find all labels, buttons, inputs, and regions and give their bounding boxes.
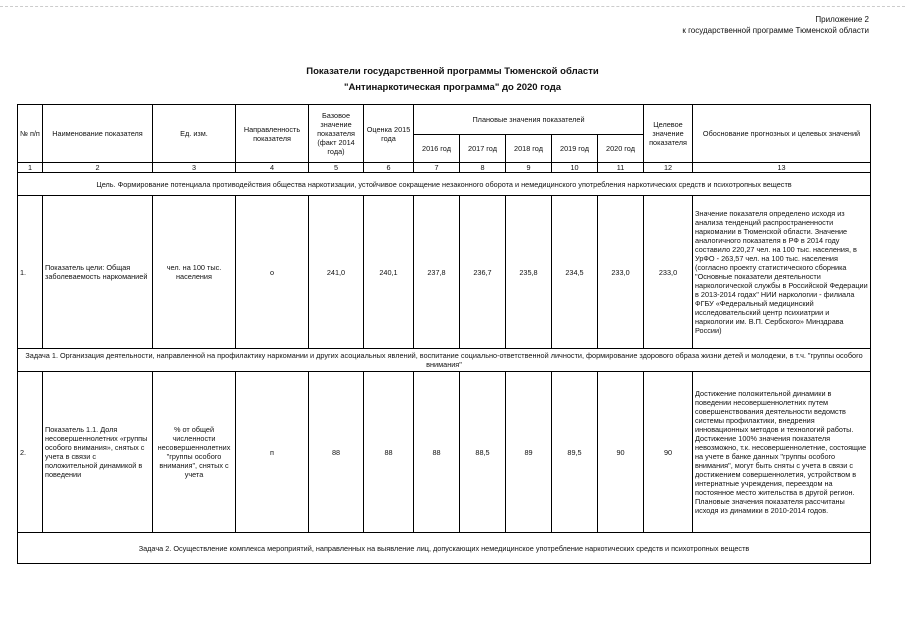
table-row	[18, 372, 871, 533]
col-number: 6	[364, 163, 414, 173]
base-value: 88	[309, 372, 364, 533]
value-2016: 237,8	[414, 196, 460, 349]
header-base: Базовое значение показателя (факт 2014 года)	[309, 105, 364, 163]
indicator-direction: о	[236, 196, 309, 349]
goal-row: Цель. Формирование потенциала противодействия общества наркотизации, устойчивое сокращение незаконного оборота и немедицинского употребления наркотических средств и психотропных веществ	[18, 173, 871, 196]
estimate-value: 88	[364, 372, 414, 533]
col-number: 8	[460, 163, 506, 173]
header-year-2017: 2017 год	[460, 135, 506, 163]
base-value: 241,0	[309, 196, 364, 349]
header-target: Целевое значение показателя	[644, 105, 693, 163]
task-2-row: Задача 2. Осуществление комплекса мероприятий, направленных на выявление лиц, допускающих немедицинское употребление наркотических средств и психотропных веществ	[18, 533, 871, 564]
col-number: 1	[18, 163, 43, 173]
value-2019: 89,5	[552, 372, 598, 533]
header-direction: Направленность показателя	[236, 105, 309, 163]
col-number: 4	[236, 163, 309, 173]
indicator-unit: чел. на 100 тыс. населения	[153, 196, 236, 349]
col-number: 7	[414, 163, 460, 173]
indicator-name: Показатель 1.1. Доля несовершеннолетних «группы особого внимания», снятых с учета в связи с положительной динамикой в поведении	[43, 372, 153, 533]
indicator-unit: % от общей численности несовершеннолетних "группы особого внимания", снятых с учета	[153, 372, 236, 533]
col-number: 12	[644, 163, 693, 173]
col-number: 9	[506, 163, 552, 173]
col-number: 5	[309, 163, 364, 173]
value-2018: 235,8	[506, 196, 552, 349]
document-subtitle: "Антинаркотическая программа" до 2020 года	[343, 82, 562, 93]
row-num: 1.	[18, 196, 43, 349]
header-planned: Плановые значения показателей	[414, 105, 644, 135]
col-number: 10	[552, 163, 598, 173]
appendix-line-2: к государственной программе Тюменской области	[682, 26, 869, 35]
col-number: 2	[43, 163, 153, 173]
header-unit: Ед. изм.	[153, 105, 236, 163]
value-2020: 233,0	[598, 196, 644, 349]
target-value: 233,0	[644, 196, 693, 349]
indicator-direction: п	[236, 372, 309, 533]
header-year-2016: 2016 год	[414, 135, 460, 163]
value-2018: 89	[506, 372, 552, 533]
value-2017: 88,5	[460, 372, 506, 533]
header-justification: Обоснование прогнозных и целевых значений	[693, 105, 871, 163]
header-year-2020: 2020 год	[598, 135, 644, 163]
target-value: 90	[644, 372, 693, 533]
task-1-row: Задача 1. Организация деятельности, направленной на профилактику наркомании и других асоциальных явлений, воспитание социально-ответственной личности, формирование здорового образа жизни детей и молодежи, в т.ч. "группы особого внимания"	[18, 349, 871, 372]
col-number: 11	[598, 163, 644, 173]
col-number: 13	[693, 163, 871, 173]
header-year-2019: 2019 год	[552, 135, 598, 163]
document-title: Показатели государственной программы Тюменской области	[306, 66, 599, 77]
scan-top-edge	[0, 6, 905, 7]
justification-text: Значение показателя определено исходя из анализа тенденций распространенности наркомании в Тюменской области. Значение аналогичного показателя в РФ в 2014 году составило 220,27 чел. на 100 тыс. населения, в УрФО - 263,57 чел. на 100 тыс. населения (согласно проекту статистического сборника "Основные показатели деятельности наркологической службы в Российской Федерации в 2013-2014 годах" НИИ наркологии - филиала ФГБУ «Федеральный медицинский исследовательский центр психиатрии и наркологии им. В.П. Сербского» Минздрава России)	[693, 196, 871, 349]
header-name: Наименование показателя	[43, 105, 153, 163]
appendix-line-1: Приложение 2	[815, 15, 869, 24]
column-number-row	[18, 163, 871, 173]
estimate-value: 240,1	[364, 196, 414, 349]
value-2020: 90	[598, 372, 644, 533]
table-row	[18, 196, 871, 349]
indicators-table	[17, 104, 871, 564]
value-2017: 236,7	[460, 196, 506, 349]
header-estimate: Оценка 2015 года	[364, 105, 414, 163]
col-number: 3	[153, 163, 236, 173]
appendix-note	[682, 14, 869, 36]
row-num: 2.	[18, 372, 43, 533]
justification-text: Достижение положительной динамики в поведении несовершеннолетних путем совершенствования деятельности ведомств системы профилактики, внедрения инновационных методов и технологий работы. Достижение 100% значения показателя невозможно, т.к. несовершеннолетние, состоящие на учете в банке данных "группы особого внимания", могут быть сняты с учета в связи с достижением совершеннолетия, устройством в интернатные учреждения, переездом на постоянное место жительства в другой регион. Плановые значения показателя рассчитаны исходя из динамики в 2010-2014 годов.	[693, 372, 871, 533]
header-num: № п/п	[18, 105, 43, 163]
value-2016: 88	[414, 372, 460, 533]
indicator-name: Показатель цели: Общая заболеваемость наркоманией	[43, 196, 153, 349]
header-year-2018: 2018 год	[506, 135, 552, 163]
value-2019: 234,5	[552, 196, 598, 349]
